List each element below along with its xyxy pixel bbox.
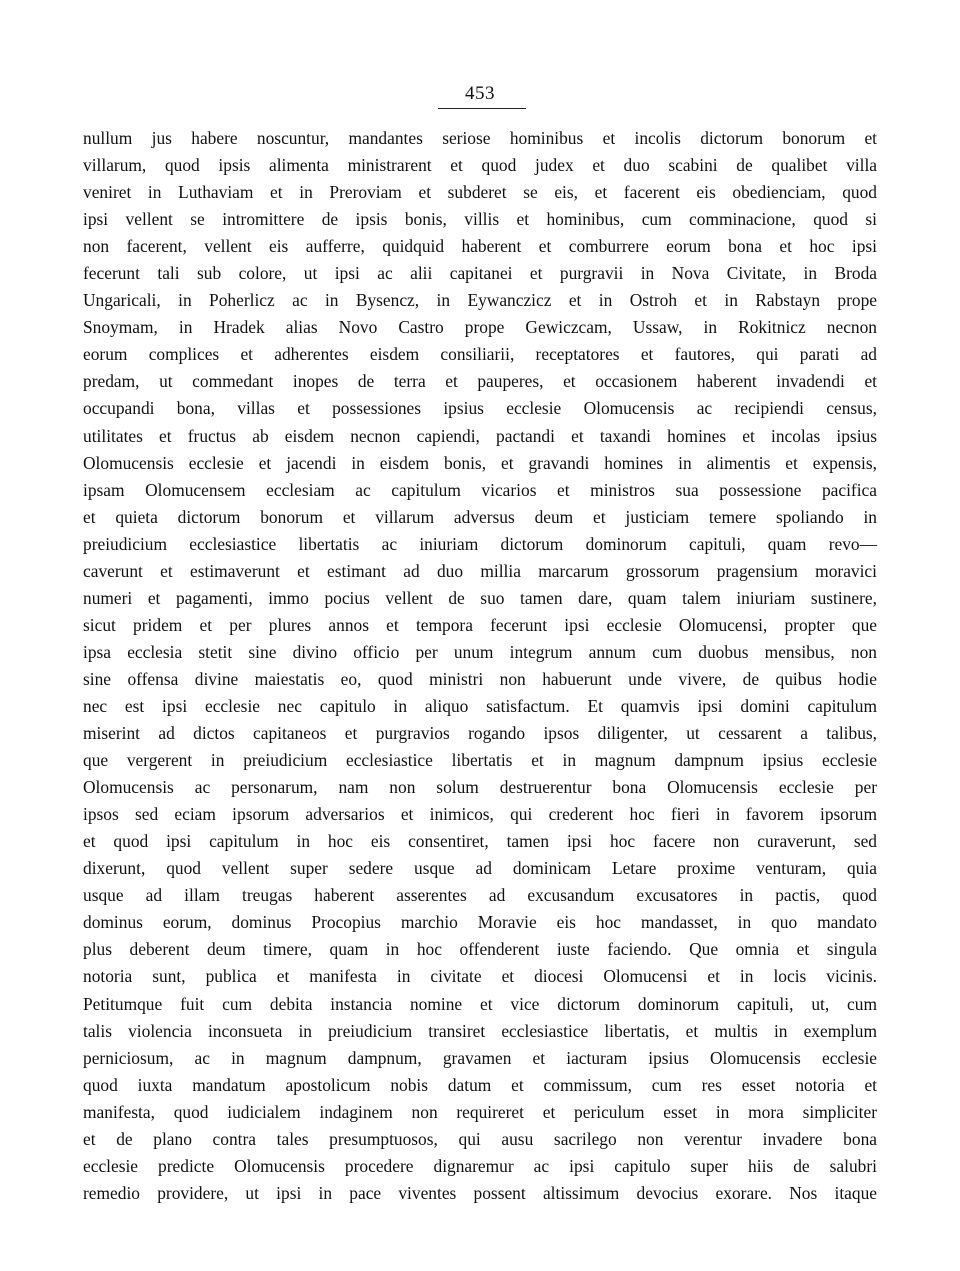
text-line: sicut pridem et per plures annos et tempora fecerunt ipsi ecclesie Olomucensi, propter que	[83, 614, 877, 635]
text-line: occupandi bona, villas et possessiones ipsius ecclesie Olomucensis ac recipiendi census,	[83, 398, 877, 419]
text-line: ecclesie predicte Olomucensis procedere dignaremur ac ipsi capitulo super hiis de salubri	[83, 1155, 877, 1176]
text-line: Ungaricali, in Poherlicz ac in Bysencz, in Eywanczicz et in Ostroh et in Rabstayn prope	[83, 290, 877, 311]
text-line: usque ad illam treugas haberent asserentes ad excusandum excusatores in pactis, quod	[83, 885, 877, 906]
text-line: et quieta dictorum bonorum et villarum adversus deum et justiciam temere spoliando in	[83, 506, 877, 527]
text-line: villarum, quod ipsis alimenta ministrarent et quod judex et duo scabini de qualibet villa	[83, 155, 877, 176]
page-number: 453	[465, 83, 495, 104]
text-line: dominus eorum, dominus Procopius marchio Moravie eis hoc mandasset, in quo mandato	[83, 912, 877, 933]
text-line: nullum jus habere noscuntur, mandantes seriose hominibus et incolis dictorum bonorum et	[83, 128, 877, 148]
text-line: veniret in Luthaviam et in Preroviam et subderet se eis, et facerent eis obedienciam, quod	[83, 182, 877, 203]
text-line: utilitates et fructus ab eisdem necnon capiendi, pactandi et taxandi homines et incolas ipsius	[83, 425, 877, 446]
text-line: predam, ut commedant inopes de terra et pauperes, et occasionem haberent invadendi et	[83, 371, 877, 392]
text-line: numeri et pagamenti, immo pocius vellent de suo tamen dare, quam talem iniuriam sustinere,	[83, 587, 877, 608]
text-line: ipsam Olomucensem ecclesiam ac capitulum vicarios et ministros sua possessione pacifica	[83, 479, 877, 500]
text-line: non facerent, vellent eis aufferre, quidquid haberent et comburrere eorum bona et hoc ipsi	[83, 236, 877, 257]
text-line: remedio providere, ut ipsi in pace viventes possent altissimum devocius exorare. Nos itaque	[83, 1182, 877, 1203]
text-line: dixerunt, quod vellent super sedere usque ad dominicam Letare proxime venturam, quia	[83, 858, 877, 879]
text-line: ipsi vellent se intromittere de ipsis bonis, villis et hominibus, cum comminacione, quod si	[83, 209, 877, 230]
text-line: nec est ipsi ecclesie nec capitulo in aliquo satisfactum. Et quamvis ipsi domini capitulum	[83, 695, 877, 716]
text-line: ipsos sed eciam ipsorum adversarios et inimicos, qui crederent hoc fieri in favorem ipsorum	[83, 804, 877, 825]
text-line: talis violencia inconsueta in preiudicium transiret ecclesiastice libertatis, et multis in exemplum	[83, 1020, 877, 1041]
text-line: miserint ad dictos capitaneos et purgravios rogando ipsos diligenter, ut cessarent a talibus,	[83, 723, 877, 744]
text-line: fecerunt tali sub colore, ut ipsi ac alii capitanei et purgravii in Nova Civitate, in Broda	[83, 263, 877, 284]
text-line: que vergerent in preiudicium ecclesiastice libertatis et in magnum dampnum ipsius ecclesie	[83, 750, 877, 771]
text-line: eorum complices et adherentes eisdem consiliarii, receptatores et fautores, qui parati ad	[83, 344, 877, 365]
text-line: plus deberent deum timere, quam in hoc offenderent iuste faciendo. Que omnia et singula	[83, 939, 877, 960]
text-line: caverunt et estimaverunt et estimant ad duo millia marcarum grossorum pragensium moravici	[83, 560, 877, 581]
text-line: sine offensa divine maiestatis eo, quod ministri non habuerunt unde vivere, de quibus hodie	[83, 668, 877, 689]
text-line: et de plano contra tales presumptuosos, qui ausu sacrilego non verentur invadere bona	[83, 1128, 877, 1149]
text-line: Snoymam, in Hradek alias Novo Castro prope Gewiczcam, Ussaw, in Rokitnicz necnon	[83, 317, 877, 338]
text-line: Petitumque fuit cum debita instancia nomine et vice dictorum dominorum capituli, ut, cum	[83, 993, 877, 1014]
body-text	[83, 125, 877, 1207]
text-line: perniciosum, ac in magnum dampnum, gravamen et iacturam ipsius Olomucensis ecclesie	[83, 1047, 877, 1068]
text-line: Olomucensis ac personarum, nam non solum destruerentur bona Olomucensis ecclesie per	[83, 777, 877, 798]
text-line: quod iuxta mandatum apostolicum nobis datum et commissum, cum res esset notoria et	[83, 1074, 877, 1095]
text-line: notoria sunt, publica et manifesta in civitate et diocesi Olomucensi et in locis vicinis.	[83, 966, 877, 987]
text-line: manifesta, quod iudicialem indaginem non requireret et periculum esset in mora simpliciter	[83, 1101, 877, 1122]
text-line: et quod ipsi capitulum in hoc eis consentiret, tamen ipsi hoc facere non curaverunt, sed	[83, 831, 877, 852]
text-line: preiudicium ecclesiastice libertatis ac iniuriam dictorum dominorum capituli, quam revo—	[83, 533, 877, 554]
text-line: Olomucensis ecclesie et jacendi in eisdem bonis, et gravandi homines in alimentis et expensis,	[83, 452, 877, 473]
text-line: ipsa ecclesia stetit sine divino officio per unum integrum annum cum duobus mensibus, non	[83, 641, 877, 662]
page-number-rule	[438, 108, 526, 109]
